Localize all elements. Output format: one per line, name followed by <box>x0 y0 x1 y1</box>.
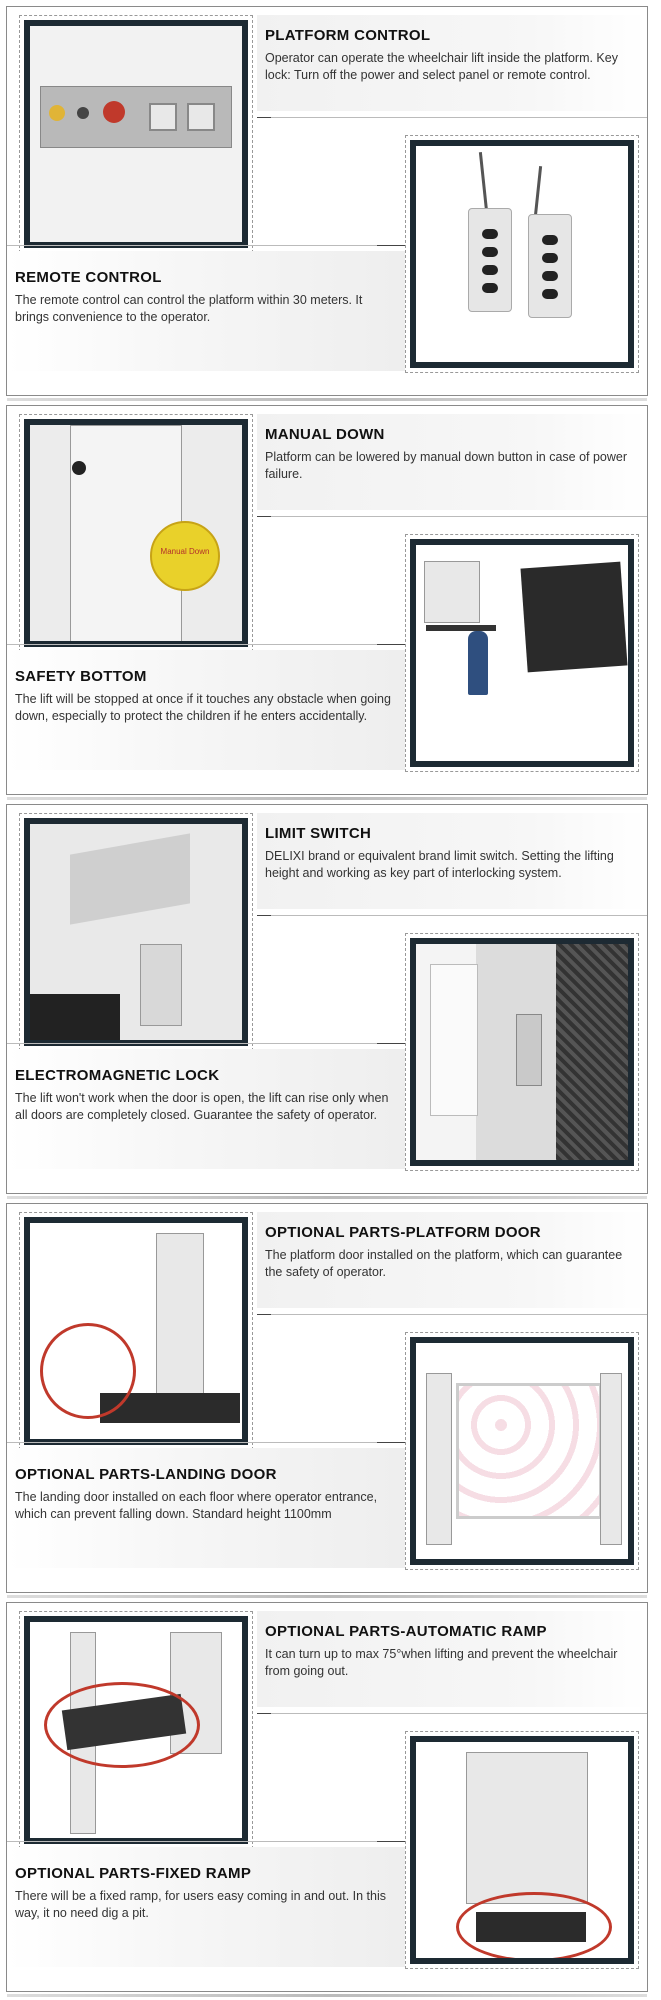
lift-tower-shape <box>156 1233 204 1405</box>
up-button-icon <box>149 103 177 131</box>
section-title: OPTIONAL PARTS-PLATFORM DOOR <box>265 1224 541 1241</box>
remote-button-icon <box>542 235 558 245</box>
key-lock-icon <box>77 107 89 119</box>
manual-down-button-icon <box>72 461 86 475</box>
highlight-circle <box>44 1682 200 1768</box>
feature-panel-platform-door <box>6 1203 648 1593</box>
remote-icon <box>468 208 512 312</box>
photo-remote-control <box>405 135 639 373</box>
highlight-circle <box>456 1892 612 1962</box>
photo-platform-door <box>19 1212 253 1450</box>
photo-platform-control <box>19 15 253 253</box>
text-electromagnetic-lock <box>7 1049 405 1169</box>
section-description: The lift will be stopped at once if it touches any obstacle when going down, especially to protect the children if he enters accidentally. <box>15 692 391 723</box>
electromagnetic-lock-image <box>410 938 634 1166</box>
section-title: PLATFORM CONTROL <box>265 27 431 44</box>
feature-panel-limit-switch <box>6 804 648 1194</box>
safety-plate-shape <box>520 562 627 673</box>
remote-button-icon <box>482 265 498 275</box>
divider-line <box>257 1314 647 1315</box>
section-title: OPTIONAL PARTS-FIXED RAMP <box>15 1865 252 1882</box>
photo-safety-bottom <box>405 534 639 772</box>
section-title: REMOTE CONTROL <box>15 269 162 286</box>
text-fixed-ramp <box>7 1847 405 1967</box>
text-platform-door <box>257 1212 647 1308</box>
section-description: The lift won't work when the door is open, the lift can rise only when all doors are completely closed. Guarantee the safety of operator. <box>15 1091 389 1122</box>
section-description: The remote control can control the platform within 30 meters. It brings convenience to the operator. <box>15 293 363 324</box>
platform-door-image <box>24 1217 248 1445</box>
photo-automatic-ramp <box>19 1611 253 1849</box>
section-title: LIMIT SWITCH <box>265 825 372 842</box>
feature-panel-manual-down <box>6 405 648 795</box>
section-description: The platform door installed on the platform, which can guarantee the safety of operator. <box>265 1248 623 1279</box>
divider-line <box>257 117 647 118</box>
divider-line <box>257 516 647 517</box>
door-edge-shape <box>430 964 478 1116</box>
section-description: DELIXI brand or equivalent brand limit switch. Setting the lifting height and working as key part of interlocking system. <box>265 849 614 880</box>
remote-button-icon <box>482 283 498 293</box>
photo-electromagnetic-lock <box>405 933 639 1171</box>
manual-down-tag-label: Manual Down <box>160 547 210 556</box>
door-post-shape <box>600 1373 622 1545</box>
section-description: Operator can operate the wheelchair lift inside the platform. Key lock: Turn off the power and select panel or remote control. <box>265 51 618 82</box>
door-post-shape <box>426 1373 452 1545</box>
section-description: Platform can be lowered by manual down button in case of power failure. <box>265 450 628 481</box>
section-description: It can turn up to max 75°when lifting and prevent the wheelchair from going out. <box>265 1647 618 1678</box>
fixed-ramp-image <box>410 1736 634 1964</box>
section-title: OPTIONAL PARTS-LANDING DOOR <box>15 1466 277 1483</box>
section-title: OPTIONAL PARTS-AUTOMATIC RAMP <box>265 1623 547 1640</box>
section-title: ELECTROMAGNETIC LOCK <box>15 1067 220 1084</box>
diamond-plate-shape <box>556 944 634 1166</box>
text-limit-switch <box>257 813 647 909</box>
limit-switch-image <box>24 818 248 1046</box>
text-remote-control <box>7 251 405 371</box>
divider-line <box>7 644 405 645</box>
section-title: SAFETY BOTTOM <box>15 668 147 685</box>
lift-tower-shape <box>466 1752 588 1904</box>
feature-panel-ramp <box>6 1602 648 1992</box>
photo-limit-switch <box>19 813 253 1051</box>
text-platform-control <box>257 15 647 111</box>
section-description: The landing door installed on each floor where operator entrance, which can prevent falling down. Standard height 1100mm <box>15 1490 378 1521</box>
text-safety-bottom <box>7 650 405 770</box>
text-landing-door <box>7 1448 405 1568</box>
manual-down-tag <box>150 521 220 591</box>
landing-door-image <box>410 1337 634 1565</box>
divider-line <box>7 1442 405 1443</box>
down-button-icon <box>187 103 215 131</box>
remote-control-image <box>410 140 634 368</box>
divider-line <box>7 1043 405 1044</box>
cable-shape <box>30 994 120 1044</box>
divider-line <box>7 245 405 246</box>
photo-fixed-ramp <box>405 1731 639 1969</box>
control-panel-image <box>24 20 248 248</box>
divider-line <box>257 1713 647 1714</box>
text-manual-down <box>257 414 647 510</box>
emergency-stop-icon <box>103 101 125 123</box>
photo-landing-door <box>405 1332 639 1570</box>
control-panel-device <box>40 86 232 148</box>
divider-line <box>7 1841 405 1842</box>
platform-shape <box>426 625 496 631</box>
safety-bottom-image <box>410 539 634 767</box>
lift-shape <box>424 561 480 623</box>
manual-down-image <box>24 419 248 647</box>
feature-panel-platform-control <box>6 6 648 396</box>
highlight-circle <box>40 1323 136 1419</box>
limit-switch-shape <box>140 944 182 1026</box>
door-panel-shape <box>456 1383 602 1519</box>
bracket-shape <box>70 833 190 924</box>
text-automatic-ramp <box>257 1611 647 1707</box>
divider-line <box>257 915 647 916</box>
automatic-ramp-image <box>24 1616 248 1844</box>
remote-button-icon <box>482 247 498 257</box>
remote-button-icon <box>542 253 558 263</box>
remote-button-icon <box>542 289 558 299</box>
section-description: There will be a fixed ramp, for users easy coming in and out. In this way, it no need dig a pit. <box>15 1889 387 1920</box>
remote-icon <box>528 214 572 318</box>
photo-manual-down <box>19 414 253 652</box>
antenna-icon <box>479 152 488 212</box>
person-shape <box>468 631 488 695</box>
magnetic-lock-shape <box>516 1014 542 1086</box>
remote-button-icon <box>482 229 498 239</box>
remote-button-icon <box>542 271 558 281</box>
section-title: MANUAL DOWN <box>265 426 385 443</box>
indicator-light-icon <box>49 105 65 121</box>
